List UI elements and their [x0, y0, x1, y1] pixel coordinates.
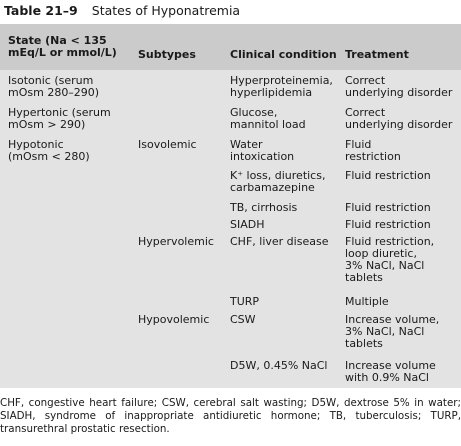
hyponatremia-table: [0, 24, 461, 388]
row-7-clinical: CHF, liver disease: [230, 235, 329, 248]
row-1-state: Isotonic (serum mOsm 280–290): [8, 74, 100, 99]
table-caption: [4, 3, 240, 18]
table-footnote: CHF, congestive heart failure; CSW, cerebral salt wasting; D5W, dextrose 5% in water; SIADH, syndrome of inappropriate antidiuretic hormone; TB, tuberculosis; TURP, transurethral prostatic resection.: [0, 397, 461, 435]
row-1-clinical: Hyperproteinemia, hyperlipidemia: [230, 74, 333, 99]
row-7-treatment: Fluid restriction, loop diuretic, 3% NaCl, NaCl tablets: [345, 235, 435, 284]
row-2-treatment: Correct underlying disorder: [345, 106, 453, 131]
row-1-treatment: Correct underlying disorder: [345, 74, 453, 99]
row-10-treatment: Increase volume with 0.9% NaCl: [345, 359, 436, 384]
row-3-clinical: Water intoxication: [230, 138, 295, 163]
row-10-clinical: D5W, 0.45% NaCl: [230, 359, 328, 372]
row-3-treatment: Fluid restriction: [345, 138, 401, 163]
row-6-clinical: SIADH: [230, 218, 265, 231]
header-subtypes: Subtypes: [138, 48, 196, 61]
row-5-clinical: TB, cirrhosis: [230, 201, 298, 214]
header-clinical: Clinical condition: [230, 48, 337, 61]
header-state: State (Na < 135 mEq/L or mmol/L): [8, 34, 117, 59]
row-9-treatment: Increase volume, 3% NaCl, NaCl tablets: [345, 313, 440, 350]
row-9-clinical: CSW: [230, 313, 256, 326]
row-3-state: Hypotonic (mOsm < 280): [8, 138, 90, 163]
row-6-treatment: Fluid restriction: [345, 218, 431, 231]
row-5-treatment: Fluid restriction: [345, 201, 431, 214]
row-4-treatment: Fluid restriction: [345, 169, 431, 182]
table-header: [0, 24, 461, 70]
row-4-clinical: K⁺ loss, diuretics, carbamazepine: [230, 169, 326, 194]
row-8-treatment: Multiple: [345, 295, 389, 308]
row-2-state: Hypertonic (serum mOsm > 290): [8, 106, 111, 131]
row-2-clinical: Glucose, mannitol load: [230, 106, 306, 131]
table-number: Table 21–9: [4, 3, 78, 18]
table-title: States of Hyponatremia: [91, 3, 241, 18]
row-8-clinical: TURP: [230, 295, 260, 308]
row-9-subtype: Hypovolemic: [138, 313, 210, 326]
row-7-subtype: Hypervolemic: [138, 235, 214, 248]
header-treatment: Treatment: [345, 48, 409, 61]
row-3-subtype: Isovolemic: [138, 138, 197, 151]
